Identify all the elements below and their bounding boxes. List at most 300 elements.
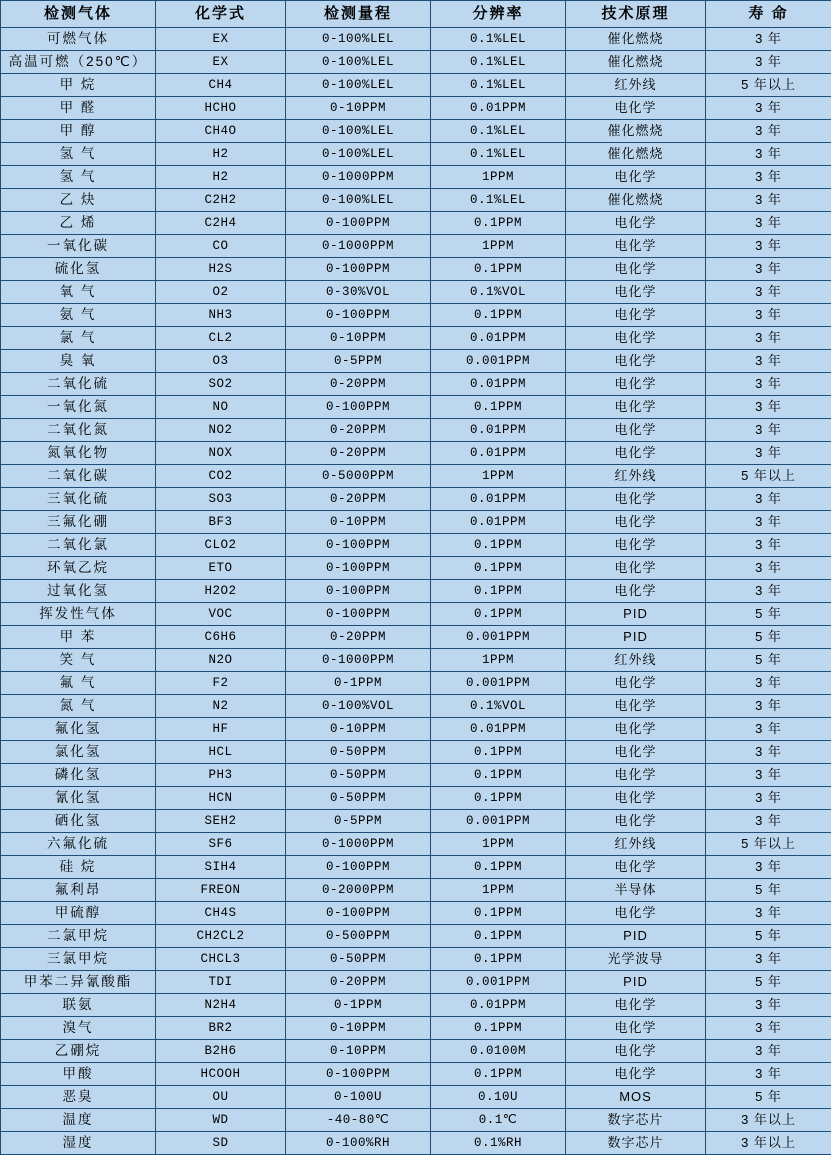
cell-principle: 电化学	[566, 97, 706, 120]
cell-range: 0-100PPM	[286, 396, 431, 419]
cell-principle: PID	[566, 626, 706, 649]
cell-resolution: 0.01PPM	[431, 419, 566, 442]
cell-resolution: 0.1PPM	[431, 212, 566, 235]
cell-lifetime: 3 年	[706, 373, 831, 396]
cell-formula: NH3	[156, 304, 286, 327]
cell-resolution: 0.1PPM	[431, 534, 566, 557]
cell-principle: 红外线	[566, 465, 706, 488]
table-row	[1, 304, 831, 327]
cell-gas: 二氧化氮	[1, 419, 156, 442]
cell-principle: 催化燃烧	[566, 120, 706, 143]
cell-range: 0-100%LEL	[286, 120, 431, 143]
cell-principle: 红外线	[566, 833, 706, 856]
table-body	[1, 28, 831, 1155]
cell-formula: B2H6	[156, 1040, 286, 1063]
cell-formula: SO3	[156, 488, 286, 511]
cell-resolution: 0.01PPM	[431, 718, 566, 741]
cell-lifetime: 3 年	[706, 580, 831, 603]
cell-gas: 二氧化硫	[1, 373, 156, 396]
cell-formula: SIH4	[156, 856, 286, 879]
cell-gas: 挥发性气体	[1, 603, 156, 626]
cell-resolution: 0.1PPM	[431, 258, 566, 281]
cell-principle: 电化学	[566, 350, 706, 373]
cell-principle: 电化学	[566, 810, 706, 833]
cell-lifetime: 3 年	[706, 350, 831, 373]
cell-formula: O2	[156, 281, 286, 304]
cell-principle: 红外线	[566, 649, 706, 672]
cell-principle: 电化学	[566, 511, 706, 534]
table-row	[1, 695, 831, 718]
cell-formula: WD	[156, 1109, 286, 1132]
cell-gas: 二氧化碳	[1, 465, 156, 488]
cell-formula: F2	[156, 672, 286, 695]
cell-gas: 甲 苯	[1, 626, 156, 649]
cell-gas: 三氯甲烷	[1, 948, 156, 971]
cell-range: 0-100PPM	[286, 902, 431, 925]
cell-range: 0-20PPM	[286, 419, 431, 442]
cell-range: 0-50PPM	[286, 948, 431, 971]
cell-resolution: 0.1PPM	[431, 948, 566, 971]
cell-range: 0-100PPM	[286, 258, 431, 281]
cell-gas: 湿度	[1, 1132, 156, 1155]
cell-gas: 甲 烷	[1, 74, 156, 97]
cell-principle: 电化学	[566, 580, 706, 603]
cell-principle: 电化学	[566, 718, 706, 741]
cell-gas: 溴气	[1, 1017, 156, 1040]
cell-principle: 电化学	[566, 1040, 706, 1063]
cell-range: 0-10PPM	[286, 511, 431, 534]
cell-lifetime: 5 年	[706, 879, 831, 902]
cell-resolution: 1PPM	[431, 465, 566, 488]
cell-gas: 甲 醇	[1, 120, 156, 143]
cell-resolution: 0.1PPM	[431, 1063, 566, 1086]
cell-lifetime: 3 年	[706, 1017, 831, 1040]
cell-range: 0-100PPM	[286, 534, 431, 557]
cell-range: 0-1000PPM	[286, 833, 431, 856]
cell-lifetime: 3 年	[706, 235, 831, 258]
cell-principle: 电化学	[566, 695, 706, 718]
table-row	[1, 672, 831, 695]
cell-range: 0-20PPM	[286, 626, 431, 649]
cell-principle: 电化学	[566, 442, 706, 465]
cell-formula: SEH2	[156, 810, 286, 833]
table-row	[1, 1109, 831, 1132]
cell-lifetime: 3 年	[706, 419, 831, 442]
cell-gas: 氮 气	[1, 695, 156, 718]
cell-lifetime: 3 年	[706, 810, 831, 833]
cell-gas: 甲苯二异氰酸酯	[1, 971, 156, 994]
cell-range: 0-50PPM	[286, 764, 431, 787]
cell-lifetime: 3 年	[706, 557, 831, 580]
cell-principle: 电化学	[566, 994, 706, 1017]
cell-resolution: 1PPM	[431, 879, 566, 902]
cell-lifetime: 3 年	[706, 143, 831, 166]
cell-lifetime: 3 年	[706, 97, 831, 120]
table-row	[1, 189, 831, 212]
cell-resolution: 0.1%RH	[431, 1132, 566, 1155]
cell-formula: CO2	[156, 465, 286, 488]
cell-resolution: 0.001PPM	[431, 626, 566, 649]
table-row	[1, 741, 831, 764]
cell-range: 0-50PPM	[286, 741, 431, 764]
cell-principle: 电化学	[566, 281, 706, 304]
table-row	[1, 580, 831, 603]
cell-range: 0-100%LEL	[286, 189, 431, 212]
cell-gas: 氢 气	[1, 166, 156, 189]
cell-range: 0-100%LEL	[286, 51, 431, 74]
cell-range: 0-2000PPM	[286, 879, 431, 902]
cell-gas: 六氟化硫	[1, 833, 156, 856]
cell-range: 0-100PPM	[286, 1063, 431, 1086]
cell-resolution: 0.1PPM	[431, 603, 566, 626]
cell-lifetime: 5 年	[706, 971, 831, 994]
cell-resolution: 0.001PPM	[431, 971, 566, 994]
cell-gas: 笑 气	[1, 649, 156, 672]
column-header-principle: 技术原理	[566, 1, 706, 28]
cell-resolution: 0.1PPM	[431, 902, 566, 925]
cell-formula: H2S	[156, 258, 286, 281]
table-row	[1, 235, 831, 258]
cell-gas: 一氧化碳	[1, 235, 156, 258]
table-row	[1, 120, 831, 143]
cell-gas: 臭 氧	[1, 350, 156, 373]
cell-lifetime: 3 年	[706, 258, 831, 281]
cell-formula: EX	[156, 28, 286, 51]
cell-range: 0-100PPM	[286, 557, 431, 580]
cell-formula: CO	[156, 235, 286, 258]
table-row	[1, 281, 831, 304]
cell-lifetime: 3 年	[706, 120, 831, 143]
cell-range: 0-100%LEL	[286, 74, 431, 97]
cell-gas: 乙 烯	[1, 212, 156, 235]
cell-resolution: 0.1PPM	[431, 787, 566, 810]
cell-gas: 氯 气	[1, 327, 156, 350]
cell-formula: CH4	[156, 74, 286, 97]
cell-range: 0-10PPM	[286, 1040, 431, 1063]
cell-lifetime: 5 年	[706, 603, 831, 626]
table-row	[1, 97, 831, 120]
cell-range: 0-5PPM	[286, 350, 431, 373]
cell-formula: FREON	[156, 879, 286, 902]
cell-principle: 电化学	[566, 1017, 706, 1040]
cell-formula: NO2	[156, 419, 286, 442]
cell-resolution: 0.01PPM	[431, 327, 566, 350]
cell-resolution: 0.01PPM	[431, 488, 566, 511]
cell-principle: PID	[566, 603, 706, 626]
cell-resolution: 0.1PPM	[431, 1017, 566, 1040]
column-header-resolution: 分辨率	[431, 1, 566, 28]
table-row	[1, 718, 831, 741]
cell-resolution: 0.1PPM	[431, 856, 566, 879]
cell-resolution: 0.001PPM	[431, 672, 566, 695]
cell-range: 0-1PPM	[286, 672, 431, 695]
cell-lifetime: 3 年	[706, 166, 831, 189]
cell-lifetime: 3 年	[706, 741, 831, 764]
table-row	[1, 856, 831, 879]
table-row	[1, 948, 831, 971]
cell-lifetime: 3 年	[706, 442, 831, 465]
cell-lifetime: 3 年	[706, 534, 831, 557]
table-row	[1, 1086, 831, 1109]
cell-principle: 电化学	[566, 741, 706, 764]
cell-resolution: 0.001PPM	[431, 810, 566, 833]
cell-resolution: 0.1PPM	[431, 764, 566, 787]
table-row	[1, 258, 831, 281]
cell-resolution: 0.1PPM	[431, 557, 566, 580]
cell-formula: VOC	[156, 603, 286, 626]
cell-resolution: 0.1%LEL	[431, 120, 566, 143]
cell-formula: C2H2	[156, 189, 286, 212]
cell-resolution: 0.01PPM	[431, 994, 566, 1017]
table-row	[1, 534, 831, 557]
cell-lifetime: 3 年	[706, 764, 831, 787]
cell-principle: 电化学	[566, 856, 706, 879]
cell-resolution: 0.1PPM	[431, 925, 566, 948]
cell-lifetime: 5 年以上	[706, 833, 831, 856]
cell-formula: CH2CL2	[156, 925, 286, 948]
cell-formula: HCN	[156, 787, 286, 810]
cell-range: 0-1PPM	[286, 994, 431, 1017]
cell-formula: NOX	[156, 442, 286, 465]
cell-formula: H2	[156, 166, 286, 189]
cell-formula: N2H4	[156, 994, 286, 1017]
cell-principle: PID	[566, 971, 706, 994]
cell-gas: 甲 醛	[1, 97, 156, 120]
cell-gas: 氨 气	[1, 304, 156, 327]
cell-formula: HF	[156, 718, 286, 741]
cell-gas: 一氧化氮	[1, 396, 156, 419]
cell-resolution: 0.01PPM	[431, 97, 566, 120]
table-row	[1, 764, 831, 787]
cell-lifetime: 3 年	[706, 856, 831, 879]
cell-range: 0-30%VOL	[286, 281, 431, 304]
cell-resolution: 0.1%VOL	[431, 281, 566, 304]
cell-formula: N2O	[156, 649, 286, 672]
cell-principle: 电化学	[566, 534, 706, 557]
cell-principle: 催化燃烧	[566, 51, 706, 74]
cell-gas: 乙硼烷	[1, 1040, 156, 1063]
cell-lifetime: 5 年	[706, 649, 831, 672]
table-row	[1, 833, 831, 856]
table-row	[1, 212, 831, 235]
table-row	[1, 879, 831, 902]
table-row	[1, 787, 831, 810]
cell-lifetime: 3 年	[706, 281, 831, 304]
cell-lifetime: 5 年	[706, 1086, 831, 1109]
cell-gas: 三氧化硫	[1, 488, 156, 511]
cell-gas: 氟利昂	[1, 879, 156, 902]
cell-resolution: 0.1℃	[431, 1109, 566, 1132]
table-row	[1, 994, 831, 1017]
cell-range: 0-20PPM	[286, 373, 431, 396]
cell-lifetime: 3 年	[706, 718, 831, 741]
cell-formula: SO2	[156, 373, 286, 396]
cell-principle: 催化燃烧	[566, 189, 706, 212]
cell-lifetime: 3 年	[706, 327, 831, 350]
cell-gas: 温度	[1, 1109, 156, 1132]
cell-gas: 氰化氢	[1, 787, 156, 810]
cell-lifetime: 3 年	[706, 28, 831, 51]
cell-formula: HCL	[156, 741, 286, 764]
cell-formula: C6H6	[156, 626, 286, 649]
cell-gas: 可燃气体	[1, 28, 156, 51]
cell-formula: ETO	[156, 557, 286, 580]
cell-resolution: 0.1PPM	[431, 304, 566, 327]
cell-formula: O3	[156, 350, 286, 373]
cell-resolution: 0.01PPM	[431, 373, 566, 396]
table-row	[1, 902, 831, 925]
cell-formula: NO	[156, 396, 286, 419]
cell-range: 0-5PPM	[286, 810, 431, 833]
cell-formula: BR2	[156, 1017, 286, 1040]
cell-range: 0-100PPM	[286, 856, 431, 879]
cell-principle: 电化学	[566, 235, 706, 258]
column-header-gas: 检测气体	[1, 1, 156, 28]
cell-lifetime: 3 年	[706, 304, 831, 327]
table-row	[1, 396, 831, 419]
cell-principle: 电化学	[566, 557, 706, 580]
table-row	[1, 143, 831, 166]
cell-resolution: 0.1%LEL	[431, 51, 566, 74]
cell-formula: CLO2	[156, 534, 286, 557]
cell-lifetime: 3 年以上	[706, 1132, 831, 1155]
cell-gas: 氢 气	[1, 143, 156, 166]
cell-principle: 电化学	[566, 166, 706, 189]
cell-formula: C2H4	[156, 212, 286, 235]
cell-gas: 乙 炔	[1, 189, 156, 212]
table-row	[1, 649, 831, 672]
cell-resolution: 1PPM	[431, 649, 566, 672]
cell-range: 0-5000PPM	[286, 465, 431, 488]
table-row	[1, 488, 831, 511]
cell-formula: SF6	[156, 833, 286, 856]
table-row	[1, 350, 831, 373]
cell-lifetime: 3 年	[706, 902, 831, 925]
cell-principle: 半导体	[566, 879, 706, 902]
table-row	[1, 327, 831, 350]
cell-gas: 氟 气	[1, 672, 156, 695]
cell-range: 0-100PPM	[286, 212, 431, 235]
cell-range: 0-100%VOL	[286, 695, 431, 718]
table-row	[1, 1040, 831, 1063]
cell-range: 0-20PPM	[286, 488, 431, 511]
cell-principle: 数字芯片	[566, 1132, 706, 1155]
table-row	[1, 74, 831, 97]
cell-formula: N2	[156, 695, 286, 718]
table-row	[1, 1063, 831, 1086]
cell-range: 0-10PPM	[286, 1017, 431, 1040]
cell-resolution: 0.0100M	[431, 1040, 566, 1063]
cell-principle: 催化燃烧	[566, 143, 706, 166]
cell-range: 0-50PPM	[286, 787, 431, 810]
cell-principle: 电化学	[566, 304, 706, 327]
table-row	[1, 603, 831, 626]
column-header-formula: 化学式	[156, 1, 286, 28]
table-row	[1, 28, 831, 51]
cell-range: 0-100%LEL	[286, 28, 431, 51]
cell-lifetime: 3 年	[706, 1063, 831, 1086]
cell-lifetime: 3 年	[706, 51, 831, 74]
cell-gas: 氟化氢	[1, 718, 156, 741]
cell-range: 0-100PPM	[286, 580, 431, 603]
cell-principle: 电化学	[566, 672, 706, 695]
table-row	[1, 419, 831, 442]
column-header-lifetime: 寿 命	[706, 1, 831, 28]
cell-principle: 催化燃烧	[566, 28, 706, 51]
cell-gas: 联氨	[1, 994, 156, 1017]
cell-lifetime: 3 年	[706, 695, 831, 718]
table-row	[1, 626, 831, 649]
cell-gas: 二氯甲烷	[1, 925, 156, 948]
cell-resolution: 1PPM	[431, 833, 566, 856]
cell-formula: H2	[156, 143, 286, 166]
cell-resolution: 0.01PPM	[431, 511, 566, 534]
cell-range: 0-1000PPM	[286, 166, 431, 189]
cell-lifetime: 3 年	[706, 672, 831, 695]
cell-principle: 电化学	[566, 396, 706, 419]
cell-gas: 恶臭	[1, 1086, 156, 1109]
cell-range: 0-10PPM	[286, 327, 431, 350]
cell-principle: 数字芯片	[566, 1109, 706, 1132]
cell-lifetime: 3 年	[706, 1040, 831, 1063]
cell-gas: 硫化氢	[1, 258, 156, 281]
cell-range: 0-10PPM	[286, 97, 431, 120]
cell-lifetime: 3 年以上	[706, 1109, 831, 1132]
table-row	[1, 442, 831, 465]
cell-formula: CL2	[156, 327, 286, 350]
cell-gas: 高温可燃（250℃）	[1, 51, 156, 74]
cell-formula: TDI	[156, 971, 286, 994]
cell-principle: 电化学	[566, 902, 706, 925]
cell-resolution: 1PPM	[431, 166, 566, 189]
cell-gas: 磷化氢	[1, 764, 156, 787]
cell-lifetime: 3 年	[706, 511, 831, 534]
cell-lifetime: 3 年	[706, 994, 831, 1017]
cell-principle: MOS	[566, 1086, 706, 1109]
cell-lifetime: 3 年	[706, 189, 831, 212]
table-row	[1, 373, 831, 396]
cell-range: 0-20PPM	[286, 442, 431, 465]
cell-formula: H2O2	[156, 580, 286, 603]
cell-resolution: 0.1PPM	[431, 396, 566, 419]
cell-formula: SD	[156, 1132, 286, 1155]
cell-resolution: 0.1PPM	[431, 580, 566, 603]
cell-lifetime: 5 年	[706, 626, 831, 649]
cell-range: 0-100PPM	[286, 603, 431, 626]
cell-principle: 电化学	[566, 327, 706, 350]
table-row	[1, 810, 831, 833]
cell-principle: PID	[566, 925, 706, 948]
cell-resolution: 0.01PPM	[431, 442, 566, 465]
cell-principle: 电化学	[566, 764, 706, 787]
cell-lifetime: 3 年	[706, 488, 831, 511]
cell-principle: 光学波导	[566, 948, 706, 971]
cell-resolution: 0.1%VOL	[431, 695, 566, 718]
cell-gas: 甲硫醇	[1, 902, 156, 925]
table-row	[1, 557, 831, 580]
table-row	[1, 465, 831, 488]
cell-principle: 电化学	[566, 419, 706, 442]
cell-principle: 电化学	[566, 787, 706, 810]
cell-gas: 甲酸	[1, 1063, 156, 1086]
cell-range: 0-100%RH	[286, 1132, 431, 1155]
cell-formula: PH3	[156, 764, 286, 787]
column-header-range: 检测量程	[286, 1, 431, 28]
cell-gas: 二氧化氯	[1, 534, 156, 557]
table-row	[1, 1132, 831, 1155]
cell-range: 0-100PPM	[286, 304, 431, 327]
table-row	[1, 166, 831, 189]
